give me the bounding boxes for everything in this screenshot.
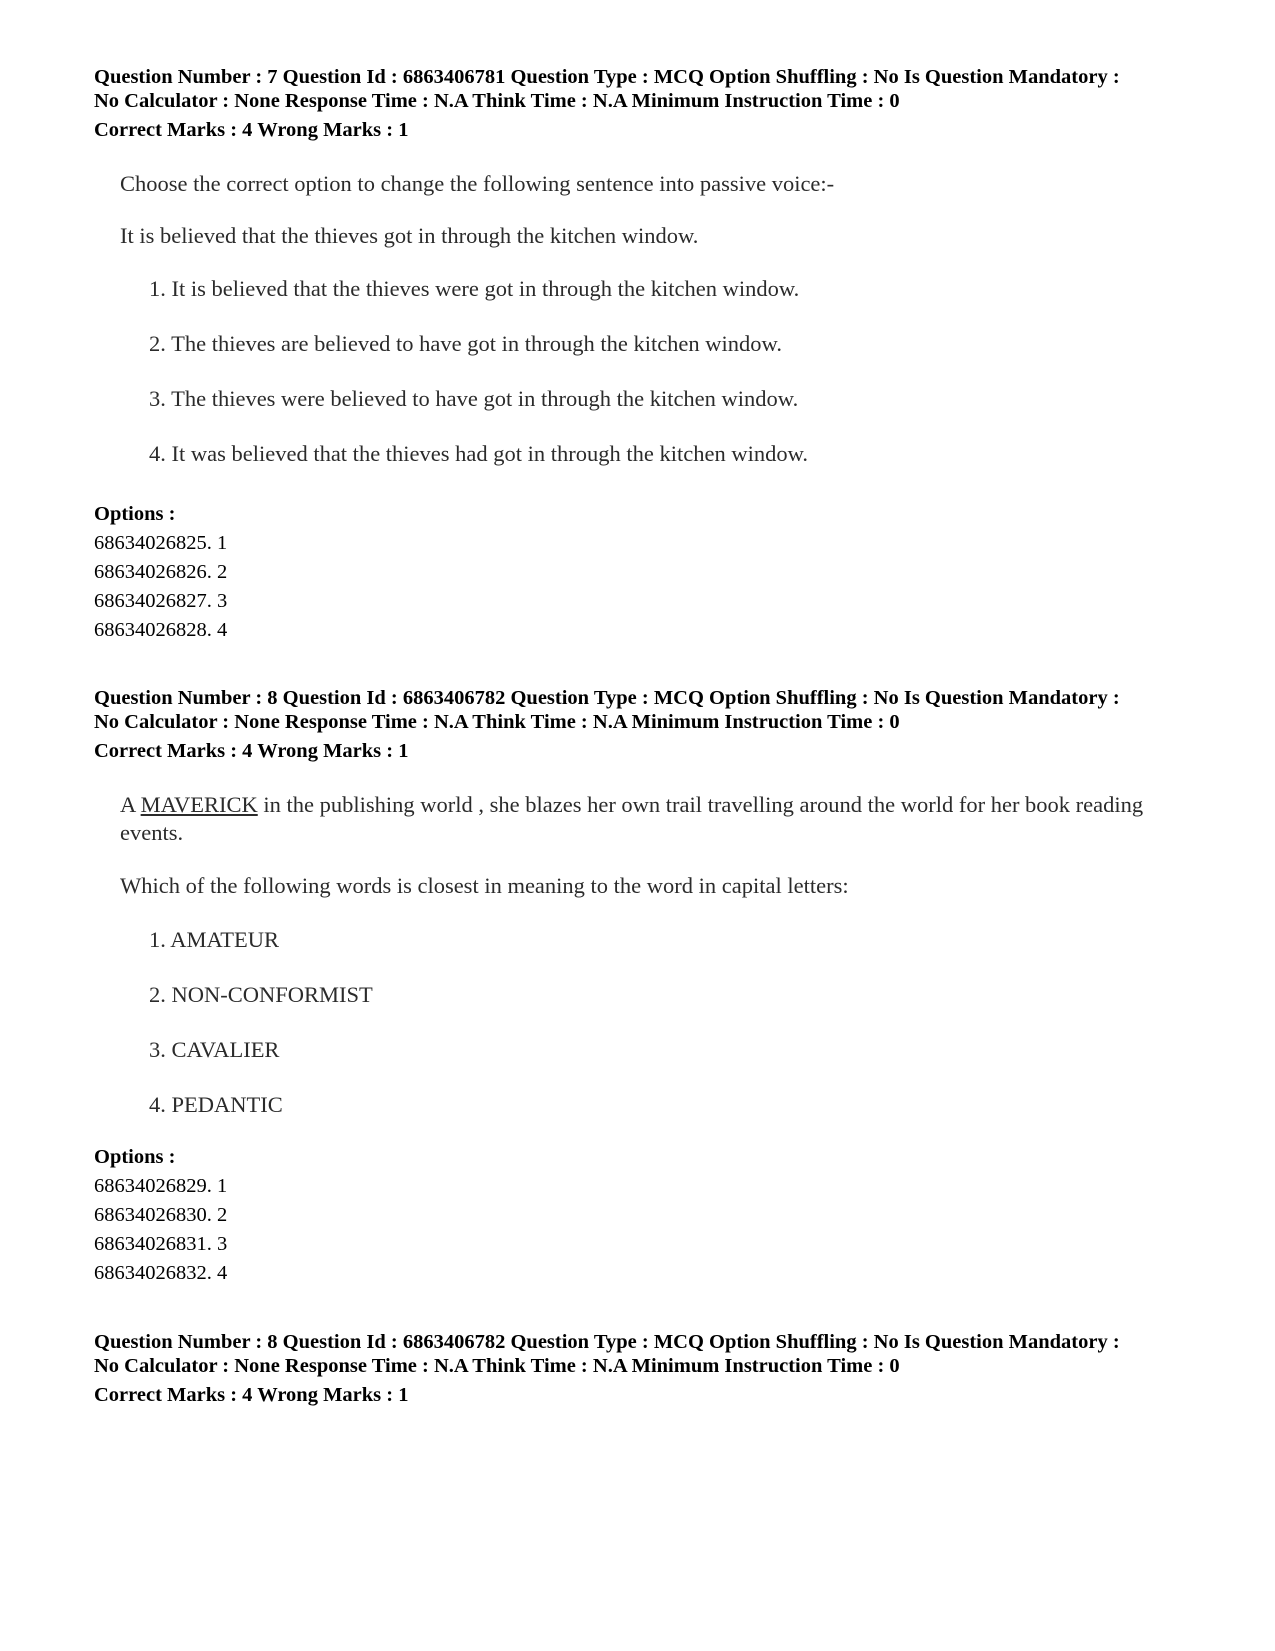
q8-repeat-meta: [94, 1330, 1194, 1378]
q7-options-label: Options :: [94, 503, 176, 525]
q7-option-3: 68634026827. 3: [94, 590, 228, 612]
q8-meta-line1: Question Number : 8 Question Id : 6863406782 Question Type : MCQ Option Shuffling : No Is Question Mandatory :: [94, 687, 1120, 709]
q8-option-1: 68634026829. 1: [94, 1175, 228, 1197]
q8-options-label: Options :: [94, 1146, 176, 1168]
q8-choice-1: 1. AMATEUR: [149, 927, 280, 952]
q8-meta: [94, 686, 1194, 734]
q8-choice-4: 4. PEDANTIC: [149, 1092, 283, 1117]
q8-option-2: 68634026830. 2: [94, 1204, 228, 1226]
q8-repeat-meta-line2: No Calculator : None Response Time : N.A Think Time : N.A Minimum Instruction Time : 0: [94, 1355, 900, 1377]
q7-marks: Correct Marks : 4 Wrong Marks : 1: [94, 119, 409, 141]
q8-option-4: 68634026832. 4: [94, 1262, 228, 1284]
q7-option-1: 68634026825. 1: [94, 532, 228, 554]
q7-option-2: 68634026826. 2: [94, 561, 228, 583]
q8-choice-3: 3. CAVALIER: [149, 1037, 280, 1062]
q8-instruction: Which of the following words is closest in meaning to the word in capital letters:: [120, 873, 849, 898]
q7-meta: [94, 65, 1194, 113]
q7-option-4: 68634026828. 4: [94, 619, 228, 641]
q8-passage-rest: in the publishing world , she blazes her own trail travelling around the world for her book reading events.: [120, 792, 1144, 845]
q7-meta-line2: No Calculator : None Response Time : N.A Think Time : N.A Minimum Instruction Time : 0: [94, 90, 900, 112]
q8-passage-prefix: A: [120, 792, 141, 817]
q8-repeat-meta-line1: Question Number : 8 Question Id : 6863406782 Question Type : MCQ Option Shuffling : No Is Question Mandatory :: [94, 1331, 1120, 1353]
q7-instruction: Choose the correct option to change the following sentence into passive voice:-: [120, 171, 835, 196]
q7-choice-3: 3. The thieves were believed to have got in through the kitchen window.: [149, 386, 799, 411]
q8-meta-line2: No Calculator : None Response Time : N.A Think Time : N.A Minimum Instruction Time : 0: [94, 711, 900, 733]
q8-choice-2: 2. NON-CONFORMIST: [149, 982, 373, 1007]
q7-choice-2: 2. The thieves are believed to have got in through the kitchen window.: [149, 331, 782, 356]
q7-choice-4: 4. It was believed that the thieves had got in through the kitchen window.: [149, 441, 809, 466]
q8-passage: [120, 791, 1160, 847]
q8-passage-keyword: MAVERICK: [140, 792, 258, 817]
q8-option-3: 68634026831. 3: [94, 1233, 228, 1255]
q7-meta-line1: Question Number : 7 Question Id : 6863406781 Question Type : MCQ Option Shuffling : No Is Question Mandatory :: [94, 66, 1120, 88]
q8-repeat-marks: Correct Marks : 4 Wrong Marks : 1: [94, 1384, 409, 1406]
q7-sentence: It is believed that the thieves got in through the kitchen window.: [120, 223, 699, 248]
q8-marks: Correct Marks : 4 Wrong Marks : 1: [94, 740, 409, 762]
q7-choice-1: 1. It is believed that the thieves were got in through the kitchen window.: [149, 276, 800, 301]
